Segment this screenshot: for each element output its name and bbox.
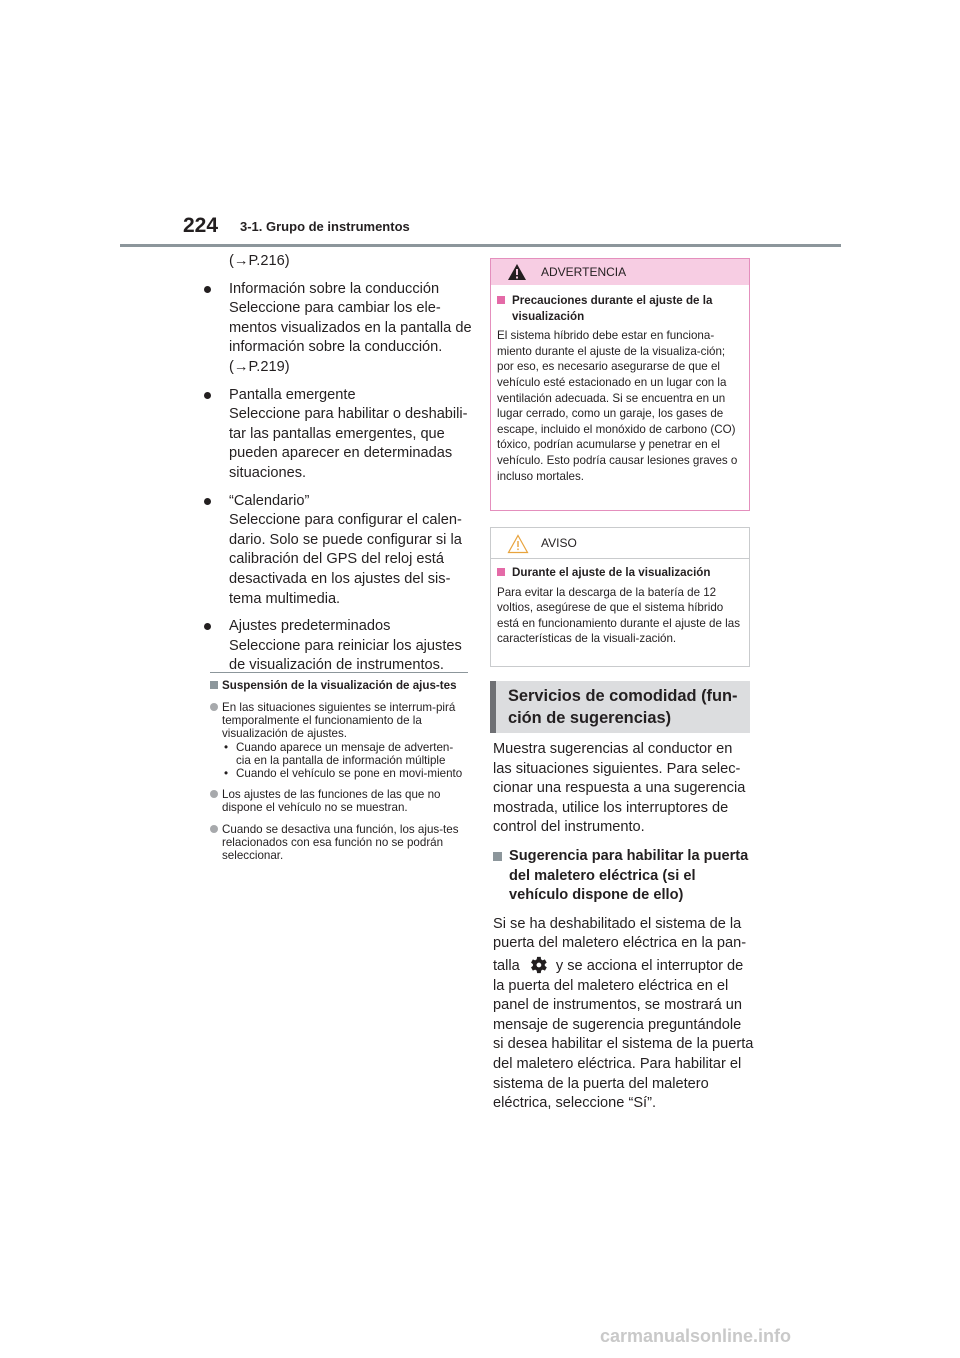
notice-text: Para evitar la descarga de la batería de 12 voltios, asegúrese de que el sistema híbrido está en funcionamiento durante el ajuste de las características de la visuali-zación. [497,585,740,646]
bullet-icon [204,623,211,630]
notice-body [491,559,749,647]
square-bullet-icon [497,568,505,576]
item-reference: (→P.219) [229,358,290,375]
item-title: Pantalla emergente [229,386,356,403]
square-bullet-icon [497,296,505,304]
bullet-icon [204,392,211,399]
item-title: Ajustes predeterminados [229,618,391,635]
warning-title-text: Precauciones durante el ajuste de la visualización [512,294,713,323]
note-text: Los ajustes de las funciones de las que no dispone el vehículo no se muestran. [222,788,441,815]
warning-text: El sistema híbrido debe estar en funciona-miento durante el ajuste de la visualiza-ción; por eso, es necesario asegurarse de que el vehículo esté estacionado en un lugar con la ventilación adecuada. Si se encuentra en un lugar cerrado, como un garaje, los gases de escape, incluido el monóxido de carbono (CO) tóxico, podrían acumularse y penetrar en el vehículo. Esto podría causar lesiones graves o incluso mortales. [497,329,738,483]
list-item [203,492,473,610]
circle-bullet-icon [210,703,218,711]
page-number: 224 [183,214,219,237]
right-column [493,740,755,1114]
section-title: 3-1. Grupo de instrumentos [240,219,410,234]
square-bullet-icon [493,852,502,861]
item-description: Seleccione para configurar el calen-dario. Solo se puede configurar si la calibración del GPS del reloj está desactivada en los ajustes del sis-tema multimedia. [229,512,462,607]
section-heading-text: Servicios de comodidad (fun-ción de sugerencias) [508,687,738,727]
reference-text: (→P.216) [229,253,290,269]
square-bullet-icon [210,681,218,689]
notice-box [490,527,750,667]
warning-body [491,285,749,484]
header-rule [120,244,841,247]
intro-paragraph: Muestra sugerencias al conductor en las situaciones siguientes. Para selec-cionar una respuesta a una sugerencia mostrada, utilice los interruptores de control del instrumento. [493,741,746,836]
warning-header [491,259,749,285]
paragraph-text: Si se ha deshabilitado el sistema de la puerta del maletero eléctrica en la pan-talla [493,915,747,974]
paragraph-text: y se acciona el interruptor de la puerta del maletero eléctrica en el panel de instrumentos, se mostrará un mensaje de sugerencia preguntándole si desea habilitar el sistema de la puerta del maletero eléctrica. Para habilitar el sistema de la puerta del maletero eléctrica, seleccione “Sí”. [493,957,754,1112]
item-description: Seleccione para cambiar los ele-mentos visualizados en la pantalla de información sobre la conducción. [229,300,472,356]
list-item [203,386,473,484]
caution-triangle-icon [507,534,529,554]
subheading-text: Sugerencia para habilitar la puerta del maletero eléctrica (si el vehículo dispone de ello) [509,847,749,904]
list-item [203,280,473,378]
notice-title [497,565,743,581]
section-heading [490,681,750,733]
gear-icon [527,954,549,976]
item-title: Información sobre la conducción [229,280,440,297]
note-subitem: • Cuando aparece un mensaje de adverten-cia en la pantalla de información múltiple [222,741,468,767]
note-subitem: • Cuando el vehículo se pone en movi-miento [222,767,468,780]
notice-title-text: Durante el ajuste de la visualización [512,566,711,579]
notice-header [491,528,749,559]
bullet-icon [204,286,211,293]
circle-bullet-icon [210,825,218,833]
note-item [210,823,468,863]
warning-label: ADVERTENCIA [541,265,627,279]
item-description: Seleccione para reiniciar los ajustes de visualización de instrumentos. [229,637,462,674]
left-column [203,252,473,676]
circle-bullet-icon [210,790,218,798]
notice-label: AVISO [541,536,577,550]
note-block [210,672,468,862]
note-item [210,701,468,780]
note-title-text: Suspensión de la visualización de ajus-tes [222,679,457,692]
warning-box [490,258,750,511]
note-title [210,679,468,693]
watermark: carmanualsonline.info [600,1326,792,1346]
subheading [493,847,755,906]
warning-title [497,293,743,324]
warning-triangle-icon [507,263,527,281]
list-item [203,617,473,676]
note-item [210,788,468,814]
body-paragraph [493,915,755,1114]
item-title: “Calendario” [229,492,310,509]
note-text: Cuando se desactiva una función, los ajus-tes relacionados con esa función no se podrán seleccionar. [222,822,459,863]
item-description: Seleccione para habilitar o deshabili-tar las pantallas emergentes, que pueden aparecer en determinadas situaciones. [229,406,468,481]
note-text: En las situaciones siguientes se interrum-pirá temporalmente el funcionamiento de la visualización de ajustes. [222,701,456,741]
bullet-icon [204,498,211,505]
